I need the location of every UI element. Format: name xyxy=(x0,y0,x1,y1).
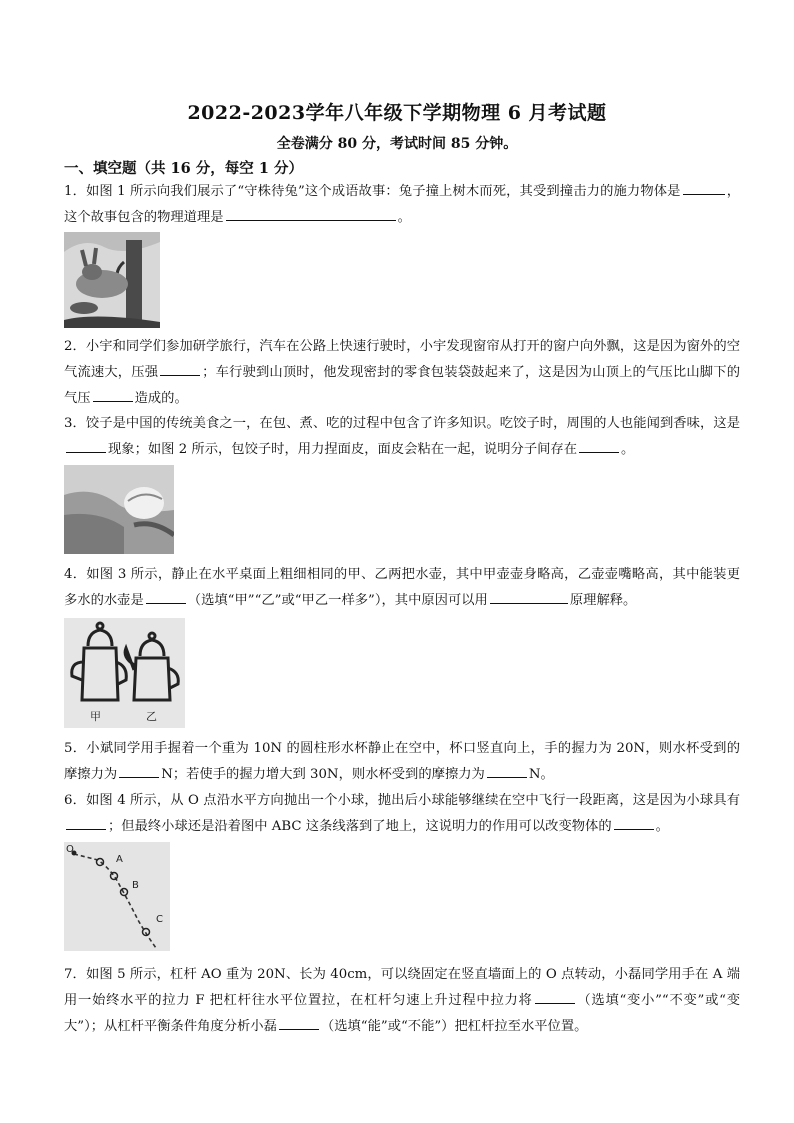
question-7: 7．如图 5 所示，杠杆 AO 重为 20N、长为 40cm，可以绕固定在竖直墙面上的 O 点转动，小磊同学用手在 A 端用一始终水平的拉力 F 把杠杆往水平位置拉，在杠杆匀速上升过程中拉力将 （选填“变小”“不变”或“变大”）；从杠杆平衡条件角度分析小磊 （选填“能”或“不能”）把杠杆拉至水平位置。 xyxy=(64,967,740,1034)
question-6: 6．如图 4 所示，从 O 点沿水平方向抛出一个小球，抛出后小球能够继续在空中飞行一段距离，这是因为小球具有；但最终小球还是沿着图中 ABC 这条线落到了地上，这说明力的作用可以改变物体的 。 xyxy=(64,793,740,834)
kettle-label-jia: 甲 xyxy=(90,710,101,723)
point-label-o: O xyxy=(66,844,74,855)
exam-info: 全卷满分 80 分，考试时间 85 分钟。 xyxy=(276,136,518,152)
question-4: 4．如图 3 所示，静止在水平桌面上粗细相同的甲、乙两把水壶，其中甲壶壶身略高，乙壶壶嘴略高，其中能装更多水的水壶是 （选填“甲”“乙”或“甲乙一样多”），其中原因可以用 原理解释。 xyxy=(64,567,740,608)
answer-blank xyxy=(226,206,396,221)
answer-blank xyxy=(66,815,106,830)
figure-4-projectile xyxy=(64,842,170,951)
section-heading: 一、填空题（共 16 分，每空 1 分） xyxy=(64,160,303,177)
answer-blank xyxy=(535,989,575,1004)
answer-blank xyxy=(279,1015,319,1030)
answer-blank xyxy=(683,180,725,195)
point-label-c: C xyxy=(156,914,163,925)
answer-blank xyxy=(487,763,527,778)
figure-1-rabbit-tree xyxy=(64,232,160,328)
answer-blank xyxy=(490,589,568,604)
answer-blank xyxy=(579,438,619,453)
point-label-a: A xyxy=(116,854,123,865)
kettle-label-yi: 乙 xyxy=(146,710,157,723)
question-1: 1．如图 1 所示向我们展示了“守株待兔”这个成语故事：兔子撞上树木而死，其受到撞击力的施力物体是 ，这个故事包含的物理道理是 。 xyxy=(64,179,740,231)
question-3: 3．饺子是中国的传统美食之一，在包、煮、吃的过程中包含了许多知识。吃饺子时，周围的人也能闻到香味，这是现象；如图 2 所示，包饺子时，用力捏面皮，面皮会粘在一起，说明分子间存在 。 xyxy=(64,416,740,457)
figure-3-kettles xyxy=(64,618,185,728)
figure-2-dumpling xyxy=(64,465,174,554)
answer-blank xyxy=(614,815,654,830)
point-label-b: B xyxy=(132,880,139,891)
answer-blank xyxy=(119,763,159,778)
answer-blank xyxy=(66,438,106,453)
answer-blank xyxy=(146,589,186,604)
question-5: 5．小斌同学用手握着一个重为 10N 的圆柱形水杯静止在空中，杯口竖直向上，手的握力为 20N，则水杯受到的摩擦力为 N；若使手的握力增大到 30N，则水杯受到的摩擦力为 N。 xyxy=(64,741,740,782)
page-title: 2022-2023学年八年级下学期物理 6 月考试题 xyxy=(187,102,607,124)
answer-blank xyxy=(93,387,133,402)
answer-blank xyxy=(160,361,200,376)
question-2: 2．小宇和同学们参加研学旅行，汽车在公路上快速行驶时，小宇发现窗帘从打开的窗户向外飘，这是因为窗外的空气流速大，压强 ；车行驶到山顶时，他发现密封的零食包装袋鼓起来了，这是因为山顶上的气压比山脚下的气压 造成的。 xyxy=(64,339,741,406)
